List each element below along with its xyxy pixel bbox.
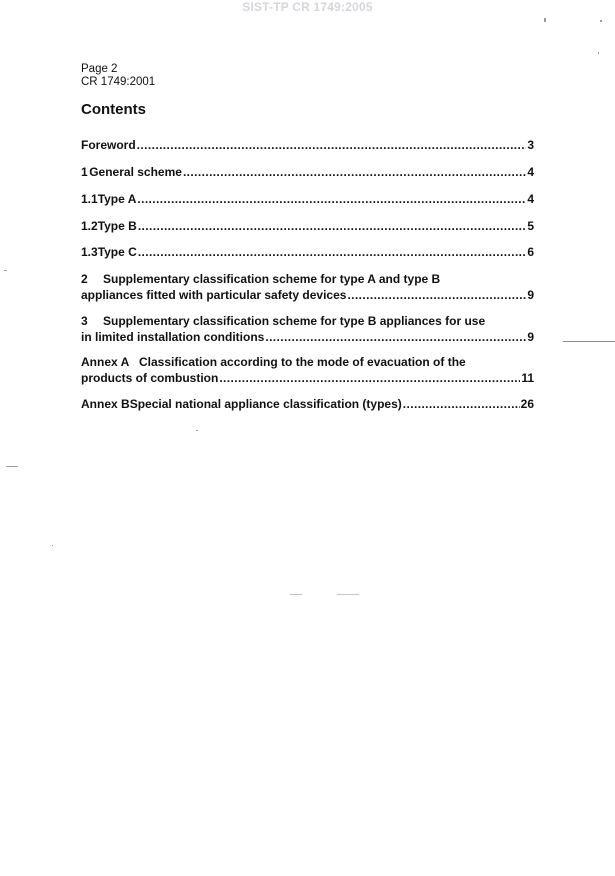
toc-section-number: 1.2 (81, 219, 98, 233)
toc-page-number: 3 (527, 138, 534, 152)
toc-leader (137, 137, 527, 153)
toc-line (81, 287, 534, 303)
scan-speck (600, 20, 602, 22)
scan-speck (290, 594, 302, 595)
scan-line (563, 341, 615, 342)
scan-speck (6, 466, 18, 467)
toc-page-number: 11 (521, 371, 534, 385)
scan-speck (337, 594, 359, 595)
toc-title: General scheme (89, 165, 182, 179)
toc-section-number: 2 (81, 272, 88, 286)
toc-title: Foreword (81, 138, 136, 152)
toc-entry-annex-b[interactable] (81, 396, 534, 412)
toc-page-number: 4 (527, 165, 534, 179)
toc-line (81, 354, 534, 370)
toc-section-number: 1.1 (81, 192, 98, 206)
toc-section-number: 1.3 (81, 245, 98, 259)
toc-leader (183, 164, 526, 180)
toc-title-continued: in limited installation conditions (81, 330, 265, 344)
toc-line (81, 396, 534, 412)
toc-page-number: 26 (520, 397, 534, 411)
toc-title: Classification according to the mode of evacuation of the (139, 355, 466, 369)
toc-leader (138, 218, 527, 234)
toc-title: Type B (97, 219, 137, 233)
toc-leader (347, 287, 526, 303)
page-label: Page 2 (81, 63, 118, 75)
toc-leader (138, 244, 527, 260)
scan-speck (544, 18, 546, 22)
toc-section-number: 3 (81, 314, 88, 328)
toc-section-number: 1 (81, 165, 88, 179)
toc-annex-label: Annex A (81, 355, 130, 369)
toc-entry-type-a[interactable] (81, 191, 534, 207)
toc-line (81, 244, 534, 260)
toc-title: Supplementary classification scheme for type A and type B (103, 272, 441, 286)
toc-page-number: 9 (527, 330, 534, 344)
toc-leader (403, 396, 520, 412)
toc-entry-foreword[interactable] (81, 137, 534, 153)
toc-annex-label: Annex B (81, 397, 130, 411)
toc-leader (265, 329, 526, 345)
toc-entry-type-c[interactable] (81, 244, 534, 260)
toc-page-number: 5 (527, 219, 534, 233)
toc-entry-general-scheme[interactable] (81, 164, 534, 180)
toc-page-number: 9 (527, 288, 534, 302)
toc-entry-annex-a[interactable] (81, 354, 534, 386)
scan-speck (52, 545, 53, 546)
toc-line (81, 370, 534, 386)
toc-title: Type C (97, 245, 137, 259)
toc-title: Type A (97, 192, 137, 206)
toc-title: Supplementary classification scheme for type B appliances for use (103, 314, 486, 328)
toc-line (81, 137, 534, 153)
toc-page-number: 6 (527, 245, 534, 259)
toc-line (81, 191, 534, 207)
scan-speck (4, 270, 7, 271)
toc-line (81, 271, 534, 287)
contents-title: Contents (81, 101, 146, 118)
scan-speck (598, 52, 599, 54)
toc-title-continued: appliances fitted with particular safety devices (81, 288, 347, 302)
toc-line (81, 218, 534, 234)
toc-line (81, 329, 534, 345)
document-id: CR 1749:2001 (81, 76, 156, 88)
toc-entry-supplementary-installation[interactable] (81, 313, 534, 345)
toc-line (81, 164, 534, 180)
toc-line (81, 313, 534, 329)
toc-entry-supplementary-safety-devices[interactable] (81, 271, 534, 303)
page-header (81, 63, 155, 89)
toc-entry-type-b[interactable] (81, 218, 534, 234)
toc-leader (137, 191, 526, 207)
toc-title-continued: products of combustion (81, 371, 219, 385)
toc-page-number: 4 (527, 192, 534, 206)
scan-speck (196, 430, 198, 431)
watermark: SIST-TP CR 1749:2005 (242, 0, 373, 14)
toc-title: Special national appliance classification (types) (129, 397, 402, 411)
toc-leader (219, 370, 520, 386)
